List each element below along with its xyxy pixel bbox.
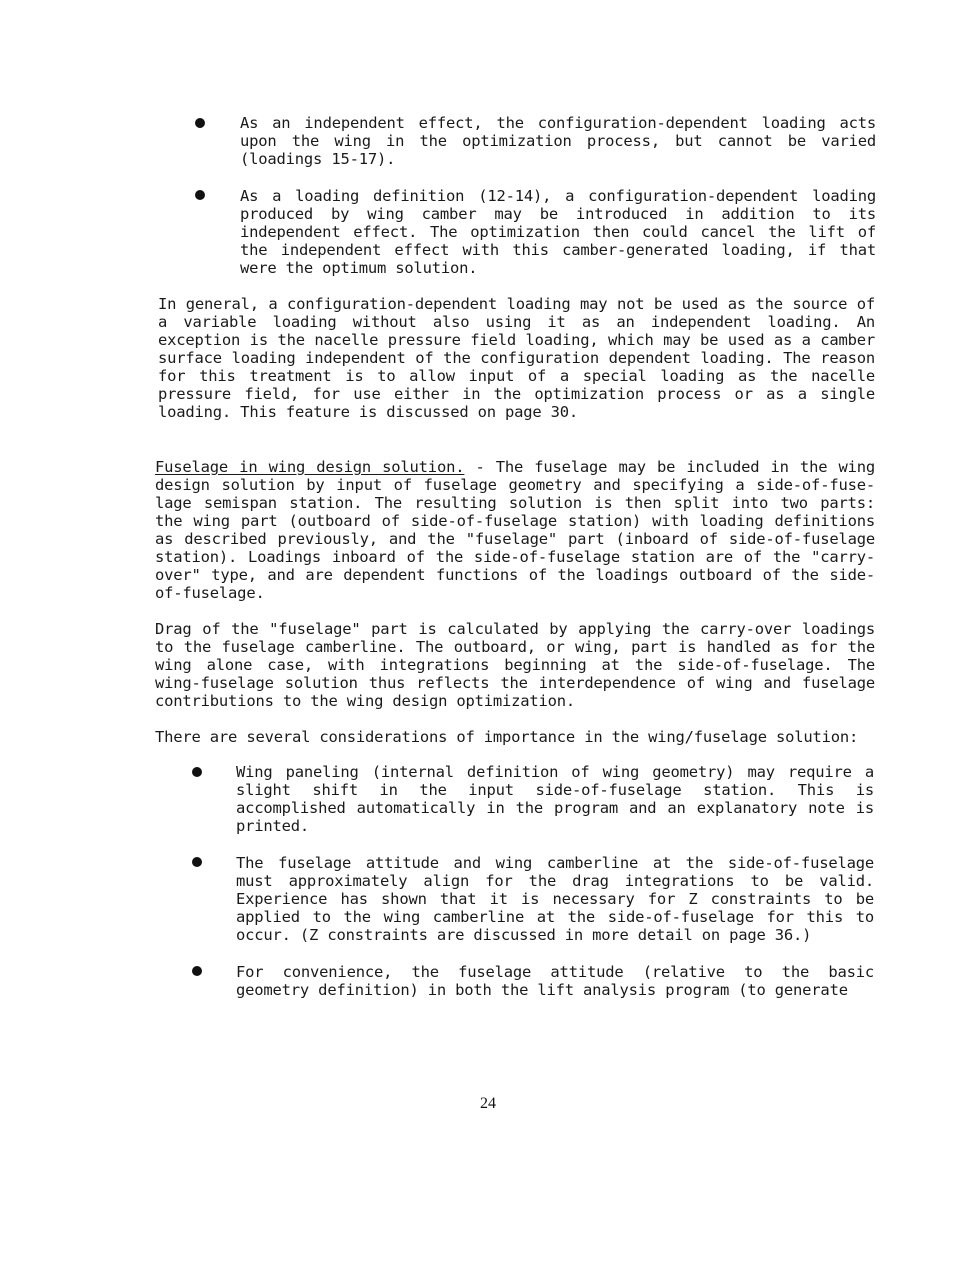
bullet-item-convenience: For convenience, the fuselage attitude (relative to the basic geometry definition) in both the lift analysis program (to generate (236, 963, 874, 999)
bullet-item-wing-paneling: Wing paneling (internal definition of wing geometry) may require a slight shift in the input side-of-fuselage station. This is accomplished automatically in the program and an explanatory note is printed. (236, 763, 874, 835)
bullet-icon (195, 190, 205, 200)
bullet-item-loading-definition: As a loading definition (12-14), a configuration-dependent loading produced by wing camber may be introduced in addition to its independent effect. The optimization then could cancel the lift of the independent effect with this camber-generated loading, if that were the optimum solution. (240, 187, 876, 277)
section-heading: Fuselage in wing design solution. (155, 458, 465, 476)
bullet-item-fuselage-attitude: The fuselage attitude and wing camberline at the side-of-fuselage must approximately align for the drag integrations to be valid. Experience has shown that it is necessary for Z constraints to be applied to the wing camberline at the side-of-fuselage for this to occur. (Z constraints are discussed in more detail on page 36.) (236, 854, 874, 944)
bullet-icon (192, 857, 202, 867)
bullet-item-independent-effect: As an independent effect, the configuration-dependent loading acts upon the wing in the optimization process, but cannot be varied (loadings 15-17). (240, 114, 876, 168)
bullet-icon (192, 966, 202, 976)
paragraph-fuselage-section (155, 458, 875, 602)
paragraph-drag: Drag of the "fuselage" part is calculated by applying the carry-over loadings to the fuselage camberline. The outboard, or wing, part is handled as for the wing alone case, with integrations beginning at the side-of-fuselage. The wing-fuselage solution thus reflects the interdependence of wing and fuselage contributions to the wing design optimization. (155, 620, 875, 710)
bullet-icon (192, 767, 202, 777)
bullet-icon (195, 118, 205, 128)
paragraph-general: In general, a configuration-dependent loading may not be used as the source of a variable loading without also using it as an independent loading. An exception is the nacelle pressure field loading, which may be used as a camber surface loading independent of the configuration dependent loading. The reason for this treatment is to allow input of a special loading as the nacelle pressure field, for use either in the optimization process or as a single loading. This feature is discussed on page 30. (158, 295, 875, 421)
page-number: 24 (480, 1095, 496, 1112)
paragraph-considerations: There are several considerations of importance in the wing/fuselage solution: (155, 728, 859, 746)
section-body: - The fuselage may be included in the wing design solution by input of fuselage geometry and specifying a side-of-fuse-lage semispan station. The resulting solution is then split into two parts: the wing part (outboard of side-of-fuselage station) with loading definitions as described previously, and the "fuselage" part (inboard of side-of-fuselage station). Loadings inboard of the side-of-fuselage station are of the "carry-over" type, and are dependent functions of the loadings outboard of the side-of-fuselage. (155, 458, 875, 602)
